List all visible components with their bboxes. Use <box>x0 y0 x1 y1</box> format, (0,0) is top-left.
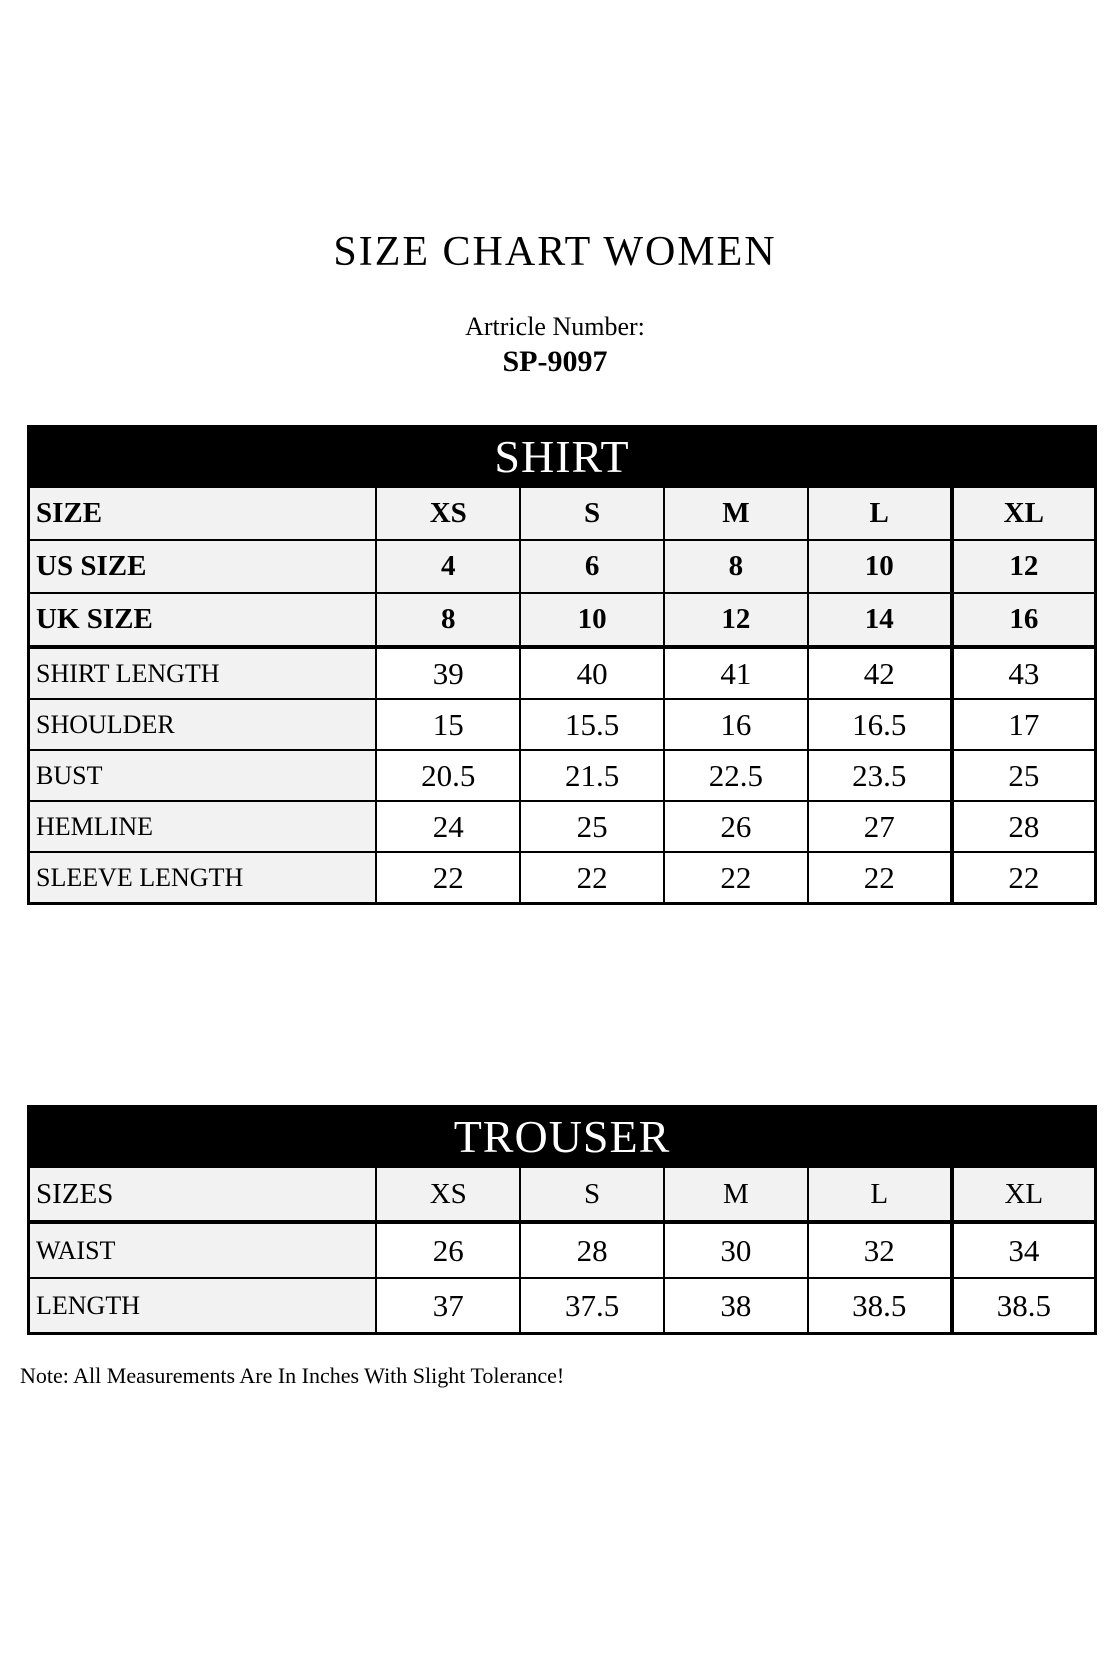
size-cell: 14 <box>808 593 952 647</box>
shirt-us-size-row <box>29 540 1096 593</box>
row-label-uk-size: UK SIZE <box>29 593 377 647</box>
value-cell: 42 <box>808 647 952 699</box>
size-cell: 8 <box>664 540 808 593</box>
size-cell: 10 <box>520 593 664 647</box>
size-cell: L <box>808 487 952 541</box>
value-cell: 38 <box>664 1278 808 1334</box>
shirt-size-table <box>27 425 1097 905</box>
size-cell: XS <box>376 1167 520 1223</box>
size-cell: 4 <box>376 540 520 593</box>
hemline-row <box>29 801 1096 852</box>
shoulder-row <box>29 699 1096 750</box>
value-cell: 21.5 <box>520 750 664 801</box>
row-label-shirt-length: SHIRT LENGTH <box>29 647 377 699</box>
trouser-section-title: TROUSER <box>29 1107 1096 1167</box>
value-cell: 32 <box>808 1222 952 1278</box>
shirt-section-header-row <box>29 427 1096 487</box>
size-cell: 10 <box>808 540 952 593</box>
value-cell: 23.5 <box>808 750 952 801</box>
value-cell: 30 <box>664 1222 808 1278</box>
measurement-note: Note: All Measurements Are In Inches With Slight Tolerance! <box>20 1363 565 1388</box>
row-label-shoulder: SHOULDER <box>29 699 377 750</box>
shirt-uk-size-row <box>29 593 1096 647</box>
value-cell: 41 <box>664 647 808 699</box>
shirt-size-row <box>29 487 1096 541</box>
value-cell: 38.5 <box>952 1278 1096 1334</box>
size-cell: XL <box>952 487 1096 541</box>
shirt-length-row <box>29 647 1096 699</box>
value-cell: 26 <box>376 1222 520 1278</box>
row-label-bust: BUST <box>29 750 377 801</box>
size-cell: XS <box>376 487 520 541</box>
value-cell: 22.5 <box>664 750 808 801</box>
size-cell: 6 <box>520 540 664 593</box>
value-cell: 15 <box>376 699 520 750</box>
size-cell: M <box>664 487 808 541</box>
size-cell: S <box>520 487 664 541</box>
size-cell: L <box>808 1167 952 1223</box>
article-number-label: Artricle Number: <box>465 312 645 341</box>
value-cell: 22 <box>952 852 1096 904</box>
page-title: SIZE CHART WOMEN <box>333 229 777 275</box>
value-cell: 20.5 <box>376 750 520 801</box>
value-cell: 37 <box>376 1278 520 1334</box>
value-cell: 38.5 <box>808 1278 952 1334</box>
value-cell: 22 <box>520 852 664 904</box>
row-label-hemline: HEMLINE <box>29 801 377 852</box>
value-cell: 16.5 <box>808 699 952 750</box>
value-cell: 28 <box>520 1222 664 1278</box>
size-cell: 12 <box>664 593 808 647</box>
value-cell: 25 <box>520 801 664 852</box>
value-cell: 22 <box>664 852 808 904</box>
value-cell: 39 <box>376 647 520 699</box>
row-label-sleeve-length: SLEEVE LENGTH <box>29 852 377 904</box>
size-cell: XL <box>952 1167 1096 1223</box>
row-label-length: LENGTH <box>29 1278 377 1334</box>
value-cell: 27 <box>808 801 952 852</box>
row-label-waist: WAIST <box>29 1222 377 1278</box>
size-cell: 12 <box>952 540 1096 593</box>
row-label-us-size: US SIZE <box>29 540 377 593</box>
row-label-sizes: SIZES <box>29 1167 377 1223</box>
value-cell: 26 <box>664 801 808 852</box>
value-cell: 17 <box>952 699 1096 750</box>
row-label-size: SIZE <box>29 487 377 541</box>
size-cell: S <box>520 1167 664 1223</box>
value-cell: 16 <box>664 699 808 750</box>
value-cell: 22 <box>376 852 520 904</box>
article-number-value: SP-9097 <box>502 345 608 378</box>
size-cell: 8 <box>376 593 520 647</box>
size-cell: M <box>664 1167 808 1223</box>
value-cell: 37.5 <box>520 1278 664 1334</box>
trouser-section-header-row <box>29 1107 1096 1167</box>
value-cell: 28 <box>952 801 1096 852</box>
shirt-section-title: SHIRT <box>29 427 1096 487</box>
trouser-size-table <box>27 1105 1097 1335</box>
value-cell: 34 <box>952 1222 1096 1278</box>
value-cell: 43 <box>952 647 1096 699</box>
trouser-sizes-row <box>29 1167 1096 1223</box>
size-cell: 16 <box>952 593 1096 647</box>
sleeve-length-row <box>29 852 1096 904</box>
value-cell: 25 <box>952 750 1096 801</box>
length-row <box>29 1278 1096 1334</box>
bust-row <box>29 750 1096 801</box>
value-cell: 22 <box>808 852 952 904</box>
value-cell: 24 <box>376 801 520 852</box>
value-cell: 15.5 <box>520 699 664 750</box>
value-cell: 40 <box>520 647 664 699</box>
waist-row <box>29 1222 1096 1278</box>
